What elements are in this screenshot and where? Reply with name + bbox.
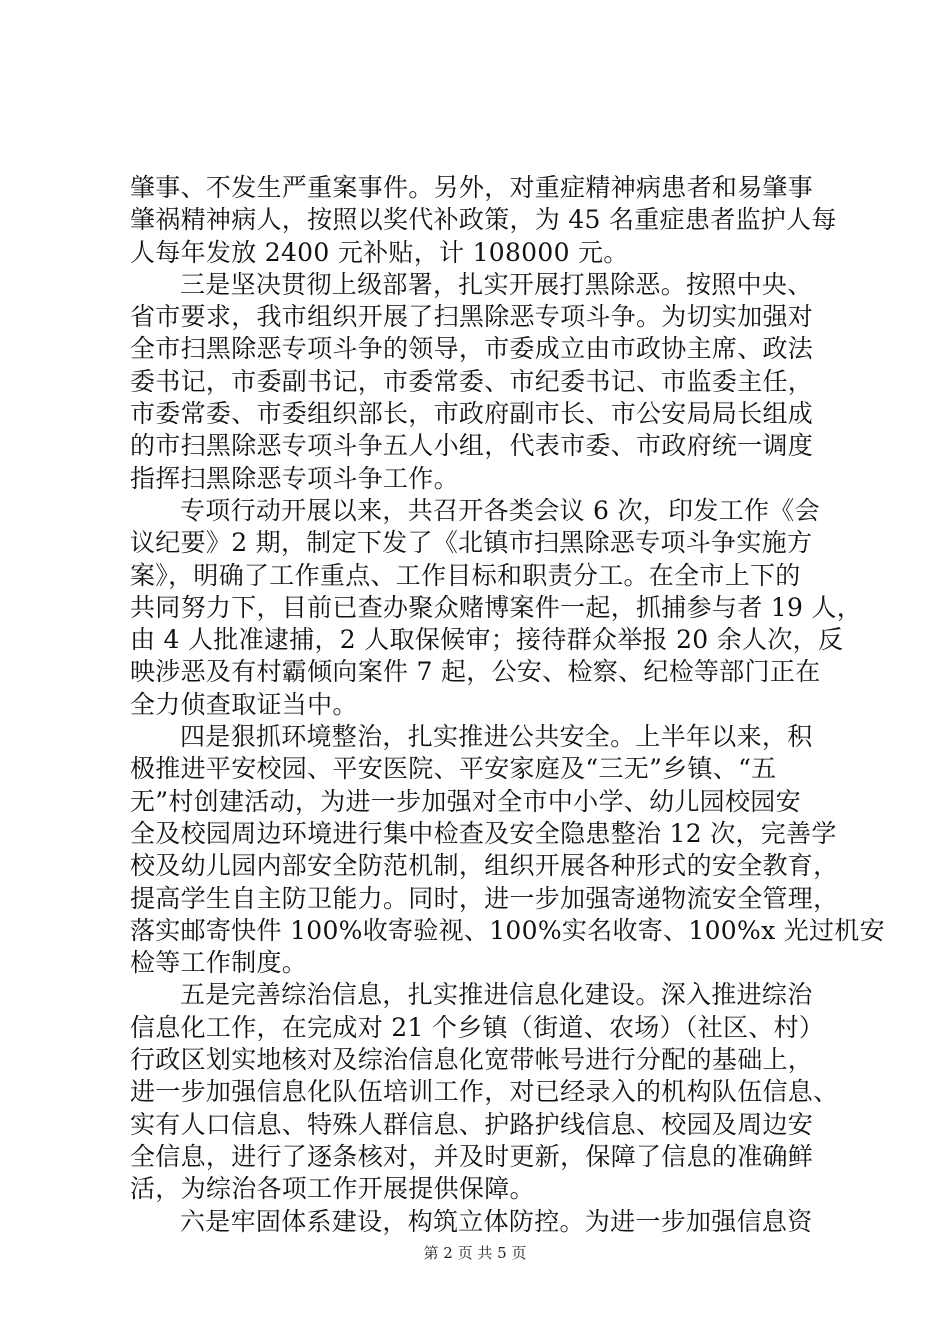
text-line: 行政区划实地核对及综治信息化宽带帐号进行分配的基础上， (130, 1045, 814, 1075)
text-line: 省市要求，我市组织开展了扫黑除恶专项斗争。为切实加强对 (130, 302, 814, 332)
paragraph-start-line: 三是坚决贯彻上级部署，扎实开展打黑除恶。按照中央、 (180, 269, 813, 299)
text-line: 委书记，市委副书记，市委常委、市纪委书记、市监委主任， (130, 366, 814, 396)
text-line: 案》，明确了工作重点、工作目标和职责分工。在全市上下的 (130, 560, 801, 590)
text-line: 活，为综治各项工作开展提供保障。 (130, 1174, 535, 1204)
text-line: 全信息，进行了逐条核对，并及时更新，保障了信息的准确鲜 (130, 1141, 814, 1171)
text-line: 指挥扫黑除恶专项斗争工作。 (130, 463, 459, 493)
paragraph-start-line: 四是狠抓环境整治，扎实推进公共安全。上半年以来，积 (180, 722, 813, 752)
paragraph-start-line: 五是完善综治信息，扎实推进信息化建设。深入推进综治 (180, 980, 813, 1010)
text-line: 全及校园周边环境进行集中检查及安全隐患整治 12 次，完善学 (130, 818, 837, 848)
text-line: 肇事、不发生严重案事件。另外，对重症精神病患者和易肇事 (130, 173, 814, 202)
text-line: 提高学生自主防卫能力。同时，进一步加强寄递物流安全管理， (130, 883, 839, 913)
page-number-footer: 第 2 页 共 5 页 (423, 1244, 527, 1262)
text-line: 极推进平安校园、平安医院、平安家庭及“三无”乡镇、“五 (130, 754, 777, 784)
text-line: 全市扫黑除恶专项斗争的领导，市委成立由市政协主席、政法 (130, 334, 814, 364)
paragraph-start-line: 六是牢固体系建设，构筑立体防控。为进一步加强信息资 (180, 1206, 813, 1236)
text-line: 校及幼儿园内部安全防范机制，组织开展各种形式的安全教育， (130, 851, 839, 881)
text-line: 全力侦查取证当中。 (130, 689, 358, 719)
text-line: 人每年发放 2400 元补贴，计 108000 元。 (130, 237, 629, 267)
body-text (130, 172, 885, 1238)
text-line: 落实邮寄快件 100%收寄验视、100%实名收寄、100%x 光过机安 (130, 915, 885, 945)
text-line: 市委常委、市委组织部长，市政府副市长、市公安局局长组成 (130, 399, 814, 429)
text-line: 议纪要》2 期，制定下发了《北镇市扫黑除恶专项斗争实施方 (130, 528, 813, 558)
text-line: 检等工作制度。 (130, 948, 308, 978)
text-line: 进一步加强信息化队伍培训工作，对已经录入的机构队伍信息、 (130, 1077, 839, 1107)
text-line: 的市扫黑除恶专项斗争五人小组，代表市委、市政府统一调度 (130, 431, 814, 461)
text-line: 信息化工作，在完成对 21 个乡镇（街道、农场）（社区、村） (130, 1012, 825, 1042)
text-line: 共同努力下，目前已查办聚众赌博案件一起，抓捕参与者 19 人， (130, 592, 863, 622)
text-line: 肇祸精神病人，按照以奖代补政策，为 45 名重症患者监护人每 (130, 205, 837, 235)
text-line: 由 4 人批准逮捕，2 人取保候审；接待群众举报 20 余人次，反 (130, 625, 844, 655)
text-line: 映涉恶及有村霸倾向案件 7 起，公安、检察、纪检等部门正在 (130, 657, 821, 687)
paragraph-start-line: 专项行动开展以来，共召开各类会议 6 次，印发工作《会 (180, 495, 820, 525)
text-line: 实有人口信息、特殊人群信息、护路护线信息、校园及周边安 (130, 1109, 814, 1139)
text-line: 无”村创建活动，为进一步加强对全市中小学、幼儿园校园安 (130, 786, 801, 816)
